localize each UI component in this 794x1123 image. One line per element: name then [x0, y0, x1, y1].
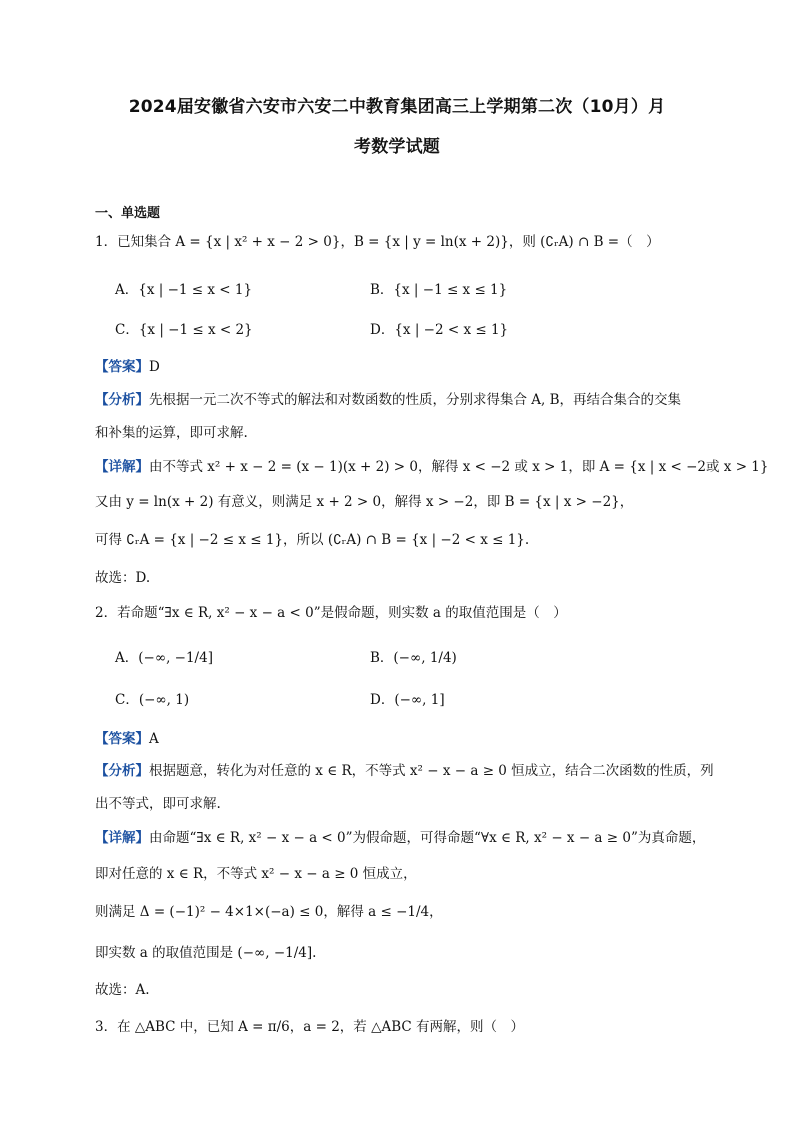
q2-option-a: A．(−∞, −1/4]	[115, 650, 213, 666]
q2-choose: 故选：A.	[95, 982, 150, 998]
q2-option-b: B．(−∞, 1/4)	[370, 650, 457, 666]
detail-tag: 【详解】	[95, 459, 149, 475]
q2-detail-text1: 由命题“∃x ∈ R, x² − x − a < 0”为假命题，可得命题“∀x ∈ R, x² − x − a ≥ 0”为真命题，	[149, 830, 706, 846]
q2-option-d: D．(−∞, 1]	[370, 692, 445, 708]
analysis-tag: 【分析】	[95, 392, 149, 408]
q1-detail-line3: 可得 ∁ᵣA = {x | −2 ≤ x ≤ 1}，所以 (∁ᵣA) ∩ B = {x | −2 < x ≤ 1}.	[95, 532, 530, 548]
q2-analysis-text1: 根据题意，转化为对任意的 x ∈ R，不等式 x² − x − a ≥ 0 恒成立，结合二次函数的性质，列	[149, 763, 714, 779]
q2-analysis-line1	[95, 761, 714, 781]
q1-choose: 故选：D.	[95, 570, 151, 586]
q2-answer-line	[95, 729, 159, 749]
answer-tag: 【答案】	[95, 359, 149, 375]
q1-detail-line2: 又由 y = ln(x + 2) 有意义，则满足 x + 2 > 0，解得 x > −2，即 B = {x | x > −2}，	[95, 494, 634, 510]
q1-answer-line	[95, 357, 160, 377]
q1-option-c: C．{x | −1 ≤ x < 2}	[115, 322, 253, 338]
document-title-line1: 2024届安徽省六安市六安二中教育集团高三上学期第二次（10月）月	[128, 97, 666, 117]
q2-detail-line3: 则满足 Δ = (−1)² − 4×1×(−a) ≤ 0，解得 a ≤ −1/4，	[95, 904, 443, 920]
q1-analysis-line2: 和补集的运算，即可求解.	[95, 425, 248, 441]
q1-option-b: B．{x | −1 ≤ x ≤ 1}	[370, 282, 508, 298]
q2-detail-line1	[95, 828, 705, 848]
q1-detail-line1	[95, 457, 768, 477]
q1-detail-text1: 由不等式 x² + x − 2 = (x − 1)(x + 2) > 0，解得 x < −2 或 x > 1，即 A = {x | x < −2或 x > 1}	[149, 459, 769, 475]
detail-tag: 【详解】	[95, 830, 149, 846]
q2-answer: A	[149, 731, 159, 747]
q2-detail-line4: 即实数 a 的取值范围是 (−∞, −1/4].	[95, 945, 317, 961]
q1-stem: 1．已知集合 A = {x | x² + x − 2 > 0}，B = {x | y = ln(x + 2)}，则 (∁ᵣA) ∩ B =（ ）	[95, 234, 660, 250]
analysis-tag: 【分析】	[95, 763, 149, 779]
document-title-line2: 考数学试题	[354, 137, 440, 157]
q1-answer: D	[149, 359, 160, 375]
q1-option-d: D．{x | −2 < x ≤ 1}	[370, 322, 509, 338]
q1-option-a: A．{x | −1 ≤ x < 1}	[115, 282, 253, 298]
section-heading: 一、单选题	[95, 206, 161, 221]
q2-analysis-line2: 出不等式，即可求解.	[95, 796, 221, 812]
q2-option-c: C．(−∞, 1)	[115, 692, 190, 708]
q2-stem: 2．若命题“∃x ∈ R, x² − x − a < 0”是假命题，则实数 a 的取值范围是（ ）	[95, 605, 567, 621]
q3-stem: 3．在 △ABC 中，已知 A = π/6，a = 2，若 △ABC 有两解，则（ ）	[95, 1019, 524, 1035]
q1-analysis-line1	[95, 390, 681, 410]
q2-detail-line2: 即对任意的 x ∈ R，不等式 x² − x − a ≥ 0 恒成立，	[95, 866, 417, 882]
q1-analysis-text1: 先根据一元二次不等式的解法和对数函数的性质，分别求得集合 A, B，再结合集合的交集	[149, 392, 682, 408]
answer-tag: 【答案】	[95, 731, 149, 747]
